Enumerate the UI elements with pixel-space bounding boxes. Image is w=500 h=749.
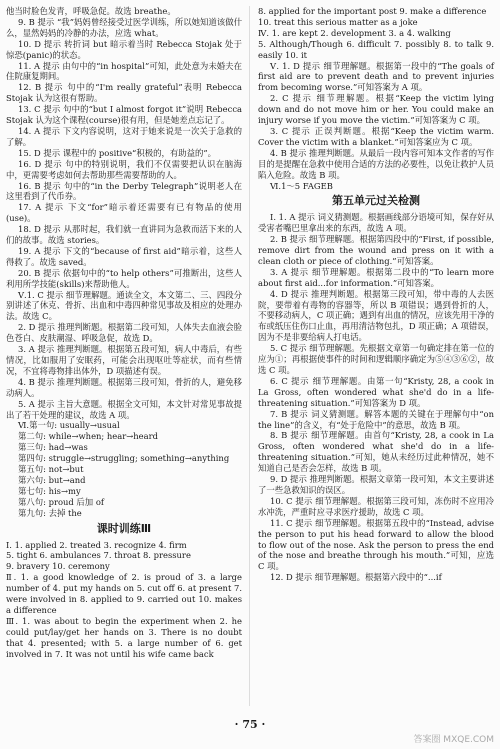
- exercise-line: Ⅱ. 1. a good knowledge of 2. is proud of 3. a large number of 4. put my hands on 5. cut off 6. at present 7. were involved in 8. applied to 9. carried out 10. makes a difference: [6, 572, 242, 615]
- correction-line: 第三句: had→was: [18, 442, 88, 453]
- answer-line: 12. D 提示 细节理解题。根据第六段中的“...if: [270, 572, 442, 583]
- answer-line: Ⅳ. 1. are kept 2. development 3. a 4. walking: [258, 27, 451, 38]
- correction-line: 第二句: while→when; hear→heard: [18, 431, 158, 442]
- exercise-line: 5. tight 6. ambulances 7. throat 8. pressure: [6, 550, 191, 561]
- left-column: [6, 6, 242, 659]
- answer-line: 18. D 提示 从那时起，我们就一直讲同为急救而活下来的人们的故事。故选 stories。: [6, 224, 242, 246]
- section-v-answer: Ⅴ. 1. D 提示 细节理解题。根据第一段中的“The goals of first aid are to prevent death and to prevent injuries from becoming worse.”可知答案为 A 项。: [258, 60, 494, 93]
- answer-line: 10. treat this serious matter as a joke: [258, 16, 418, 27]
- exercise-line: Ⅰ. 1. applied 2. treated 3. recognize 4. firm: [6, 539, 187, 550]
- exercise-line: 9. bravery 10. ceremony: [6, 561, 110, 572]
- correction-line: 第七句: his→my: [18, 485, 81, 496]
- answer-line: 4. B 提示 推理判断题。从最后一段内容可知本文作者的写作目的是提醒在急救中使用合适的方法的必要性，以免让救护人员陷入危险。故选 B 项。: [258, 147, 494, 180]
- answer-line: 7. B 提示 词义猜测题。解答本题的关键在于理解句中“on the line”的含义，有“处于危险中”的意思，故选 B 项。: [258, 408, 494, 430]
- correction-line: 第八句: proud 后加 of: [18, 496, 104, 507]
- answer-line: 10. D 提示 转折词 but 暗示着当时 Rebecca Stojak 处于惊恐(panic)的状态。: [6, 38, 242, 60]
- answer-line: 19. A 提示 下文的“because of first aid”暗示着，这些人得救了。故选 saved。: [6, 245, 242, 267]
- unit-title: 第五单元过关检测: [332, 194, 420, 208]
- answer-line: 8. B 提示 细节理解题。由首句“Kristy, 28, a cook in La Gross, often wondered what she'd do in a life-threatening situation.”可知，她从未经历过此种情况，她不知道自己是否会怎样，故选 B 项。: [258, 430, 494, 474]
- answer-line: 3. C 提示 正误判断题。根据“Keep the victim warm. Cover the victim with a blanket.”可知答案应为 C 项。: [258, 125, 494, 147]
- watermark: 答案圈 MXQE.COM: [413, 735, 494, 745]
- answer-line: 8. applied for the important post 9. make a difference: [258, 6, 487, 16]
- answer-line: Ⅰ. 1. A 提示 词义猜测题。根据画线部分语境可知，保存好从受害者嘴巴里拿出来的东西，故选 A 项。: [258, 212, 494, 234]
- correction-line: 第六句: but→and: [18, 474, 86, 485]
- section-vi-answer: Ⅵ.1～5 FAGEB: [270, 180, 333, 191]
- exercise-line: Ⅲ. 1. was about to begin the experiment when 2. he could put/lay/get her hands on 3. There is no doubt that 4. presented; with 5. a large number of 6. get involved in 7. It was not until his wife came back: [6, 615, 242, 659]
- answer-line: 20. B 提示 依据句中的“to help others”可推断出，这些人利用所学技能(skills)来帮助他人。: [6, 267, 242, 289]
- answer-line: 10. C 提示 细节理解题。根据第三段可知，冻伤时不应用冷水冲洗，严重时应寻求医疗援助，故选 C 项。: [258, 495, 494, 517]
- section-v-answer: Ⅴ.1. C 提示 细节理解题。通读全文，本文第二、三、四段分别讲述了休克、骨折、出血和中毒四种常见事故及相应的处理办法。故选 C。: [6, 289, 242, 322]
- answer-line: 4. B 提示 推理判断题。根据第三段可知，骨折的人，避免移动病人。: [6, 376, 242, 398]
- answer-line: 9. B 提示 “我”妈妈曾经接受过医学训练，所以她知道该做什么，显然妈妈的冷静的办法，应选 what。: [6, 16, 242, 38]
- answer-line: 6. C 提示 细节理解题。由第一句“Kristy, 28, a cook in La Gross, often wondered what she'd do in a life-threatening situation.”可知答案为 D 项。: [258, 375, 494, 408]
- answer-line: 15. D 提示 课程中的 positive“积极的，有助益的”。: [18, 147, 216, 158]
- answer-line: 16. D 提示 句中的特别说明，我们不仅需要把认识在脑海中，更需要考虑如何去帮助那些需要帮助的人。: [6, 158, 242, 180]
- answer-line: 14. A 提示 下文内容说明，这对于她来说是一次关于急救的了解。: [6, 125, 242, 147]
- section-vi-answer: Ⅵ.第一句: usually→usual: [18, 420, 120, 431]
- correction-line: 第九句: 去掉 the: [18, 507, 82, 518]
- page-number: · 75 ·: [234, 718, 266, 731]
- answer-line: 5. Although/Though 6. difficult 7. possibly 8. to talk 9. easily 10. it: [258, 38, 494, 60]
- answer-line: 他当时脸色发青，呼吸急促。故选 breathe。: [6, 6, 176, 16]
- answer-line: 17. A 提示 下文“for”暗示着还需要有已有物品的使用(use)。: [6, 202, 242, 224]
- answer-line: 3. A 提示 推理判断题。根据第五段可知，病人中毒后，有些情况，比如服用了安眠药，可能会出现呕吐等症状，而有些情况，不宜将毒物排出体外，D 项描述有误。: [6, 344, 242, 376]
- answer-line: 2. D 提示 推理判断题。根据第二段可知，人体失去血液会脸色苍白、皮肤潮湿、呼吸急促，故选 D。: [6, 322, 242, 344]
- answer-line: 5. A 提示 主旨大意题。根据全文可知，本文针对常见事故提出了若干处理的建议，故选 A 项。: [6, 398, 242, 420]
- answer-line: 2. C 提示 细节理解题。根据“Keep the victim lying down and do not move him or her. You could make an injury worse if you move the victim.”可知答案为 C 项。: [258, 93, 494, 126]
- answer-line: 3. A 提示 细节理解题。根据第二段中的“To learn more about first aid...for information.”可知答案。: [258, 266, 494, 288]
- lesson-title: 课时训练Ⅲ: [96, 521, 152, 535]
- correction-line: 第五句: not→but: [18, 464, 84, 475]
- answer-line: 11. A 提示 由句中的“in hospital”可知，此处意为未婚夫在住院康复期间。: [6, 60, 242, 82]
- answer-line: 16. B 提示 句中的“in the Derby Telegraph”说明老人在这里看到了代币券。: [6, 180, 242, 202]
- correction-line: 第四句: struggle→struggling; something→anything: [18, 453, 230, 464]
- answer-line: 2. B 提示 细节理解题。根据第四段中的“First, if possible, remove dirt from the wound and press on it with a clean cloth or piece of clothing.”可知答案。: [258, 234, 494, 266]
- answer-line: 12. B 提示 句中的“I'm really grateful”表明 Rebecca Stojak 认为这很有帮助。: [6, 82, 242, 104]
- answer-line: 11. C 提示 细节理解题。根据第五段中的“Instead, advise the person to put his head forward to allow the blood to flow out of the nose. Ask the person to press the end of the nose and breathe through his mouth.”可知，应选 C 项。: [258, 517, 494, 572]
- answer-line: 13. C 提示 句中的“but I almost forgot it”说明 Rebecca Stojak 认为这个课程(course)很有用，但是她差点忘记了。: [6, 104, 242, 126]
- answer-line: 4. D 提示 推理判断题。根据第三段可知，带中毒的人去医院，要带着有毒物的容器等，所以 B 项错误；遇到骨折的人，不要移动病人，C 项正确；遇到有出血的情况，应该先用干净的布或纸压住伤口止血，再用清洁物包扎，D 项正确；A 项错误，因为不是非要给病人打电话。: [258, 288, 494, 343]
- right-column: [258, 6, 494, 583]
- answer-line: 5. C 提示 细节理解题。先根据文章第一句确定排在第一位的应为①；再根据使事件的时间和逻辑顺序确定为⑤④③⑥②，故选 C 项。: [258, 343, 494, 375]
- answer-line: 9. D 提示 推理判断题。根据文章第一段可知，本文主要讲述了一些急救知识的误区。: [258, 474, 494, 495]
- column-divider: [249, 6, 250, 706]
